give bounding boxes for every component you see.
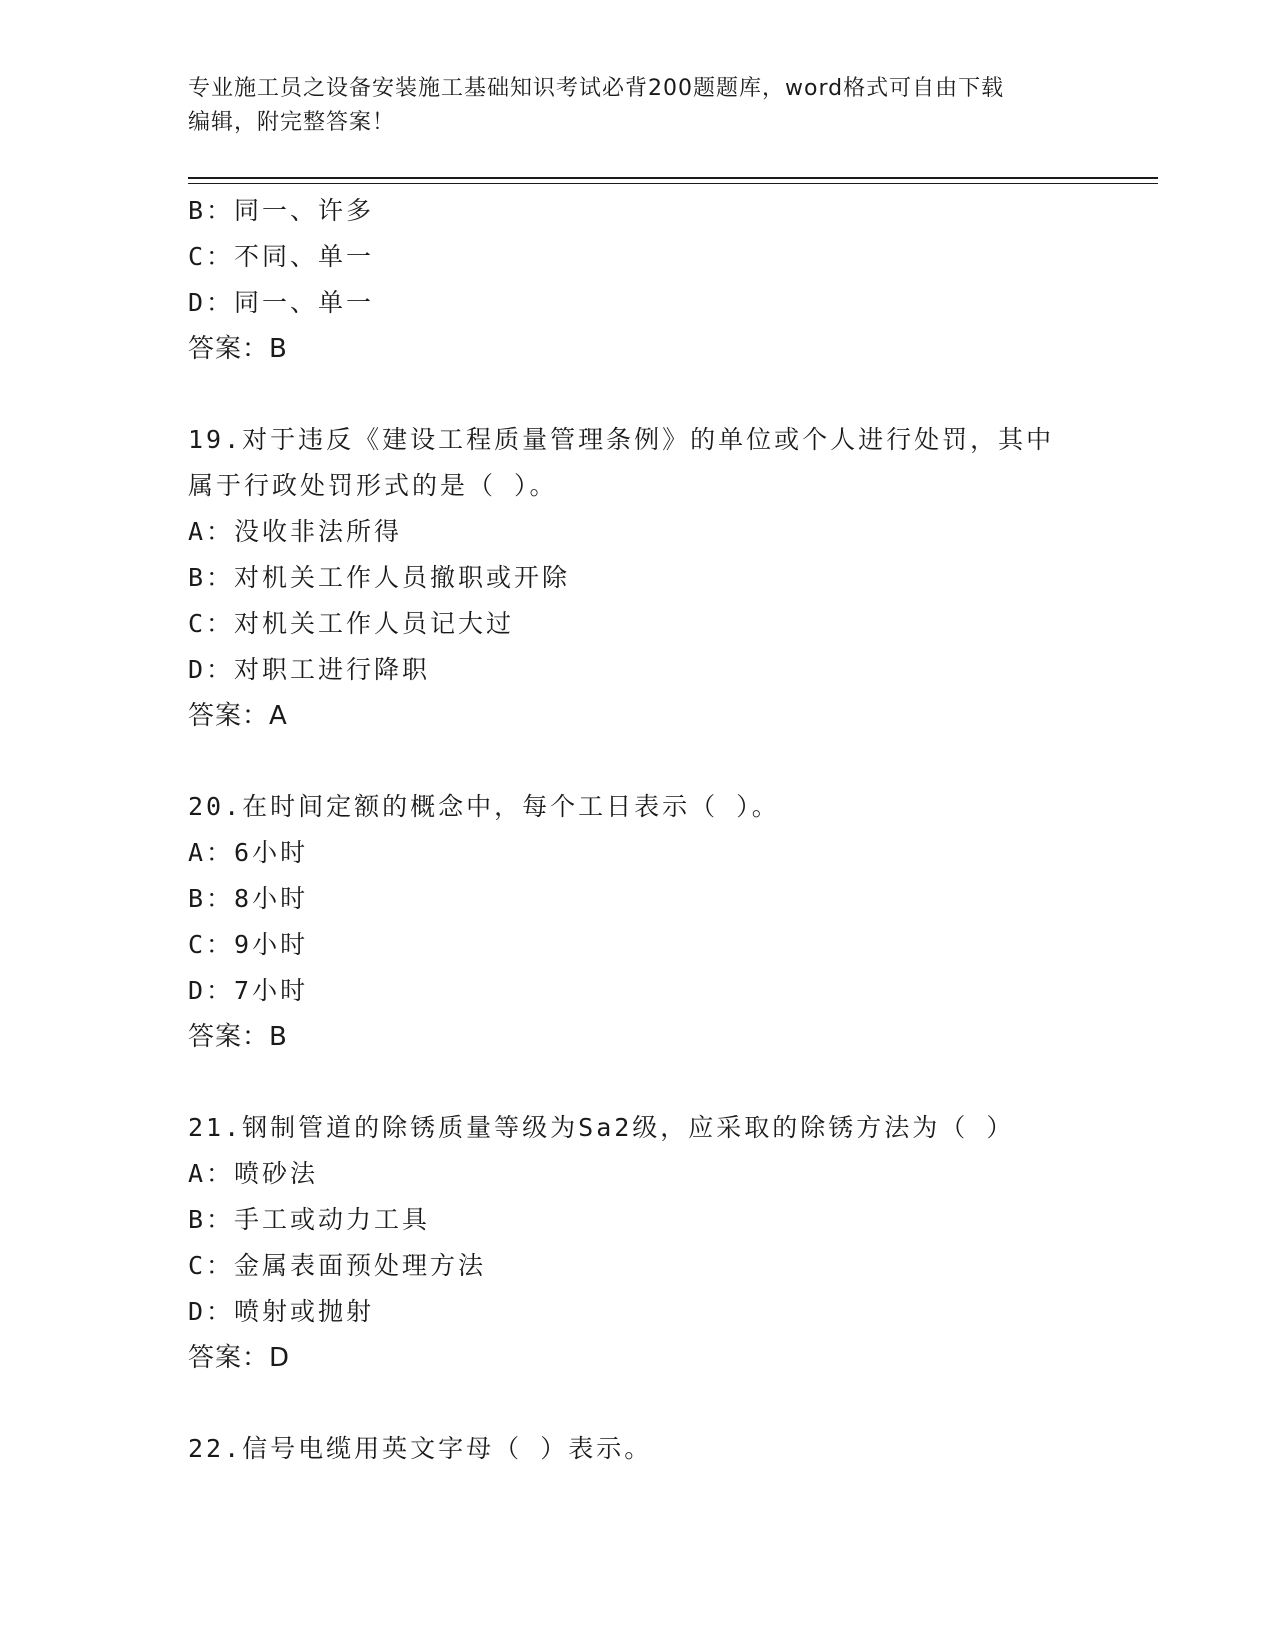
question-content <box>188 188 1088 1472</box>
question-19 <box>188 417 1088 739</box>
option-c: C：不同、单一 <box>188 242 375 271</box>
option-c: C：金属表面预处理方法 <box>188 1251 487 1280</box>
question-stem: 20.在时间定额的概念中，每个工日表示（ ）。 <box>188 792 780 821</box>
question-stem-continued: 属于行政处罚形式的是（ ）。 <box>188 471 558 500</box>
question-21 <box>188 1105 1088 1381</box>
option-d: D：7小时 <box>188 976 309 1005</box>
option-b: B：手工或动力工具 <box>188 1205 431 1234</box>
answer: 答案：B <box>188 1022 288 1052</box>
header-divider-thick <box>188 177 1158 179</box>
option-d: D：同一、单一 <box>188 288 375 317</box>
header-divider-thin <box>188 183 1158 184</box>
header-line-2: 编辑，附完整答案！ <box>188 110 396 135</box>
option-a: A：喷砂法 <box>188 1159 319 1188</box>
question-22 <box>188 1426 1088 1472</box>
spacer <box>188 739 1088 784</box>
spacer <box>188 1060 1088 1105</box>
answer: 答案：D <box>188 1343 291 1373</box>
question-18-tail <box>188 188 1088 372</box>
option-b: B：8小时 <box>188 884 309 913</box>
question-stem: 21.钢制管道的除锈质量等级为Sa2级，应采取的除锈方法为（ ） <box>188 1113 1015 1142</box>
answer: 答案：B <box>188 334 288 364</box>
spacer <box>188 1381 1088 1426</box>
answer: 答案：A <box>188 701 288 731</box>
option-c: C：9小时 <box>188 930 309 959</box>
option-b: B：同一、许多 <box>188 196 375 225</box>
option-c: C：对机关工作人员记大过 <box>188 609 515 638</box>
option-a: A：6小时 <box>188 838 309 867</box>
document-header <box>188 72 1088 140</box>
question-stem: 19.对于违反《建设工程质量管理条例》的单位或个人进行处罚，其中 <box>188 425 1055 454</box>
header-line-1: 专业施工员之设备安装施工基础知识考试必背200题题库，word格式可自由下载 <box>188 76 1005 101</box>
spacer <box>188 372 1088 417</box>
question-20 <box>188 784 1088 1060</box>
option-b: B：对机关工作人员撤职或开除 <box>188 563 571 592</box>
option-d: D：喷射或抛射 <box>188 1297 375 1326</box>
question-stem: 22.信号电缆用英文字母（ ）表示。 <box>188 1434 653 1463</box>
option-d: D：对职工进行降职 <box>188 655 431 684</box>
option-a: A：没收非法所得 <box>188 517 403 546</box>
